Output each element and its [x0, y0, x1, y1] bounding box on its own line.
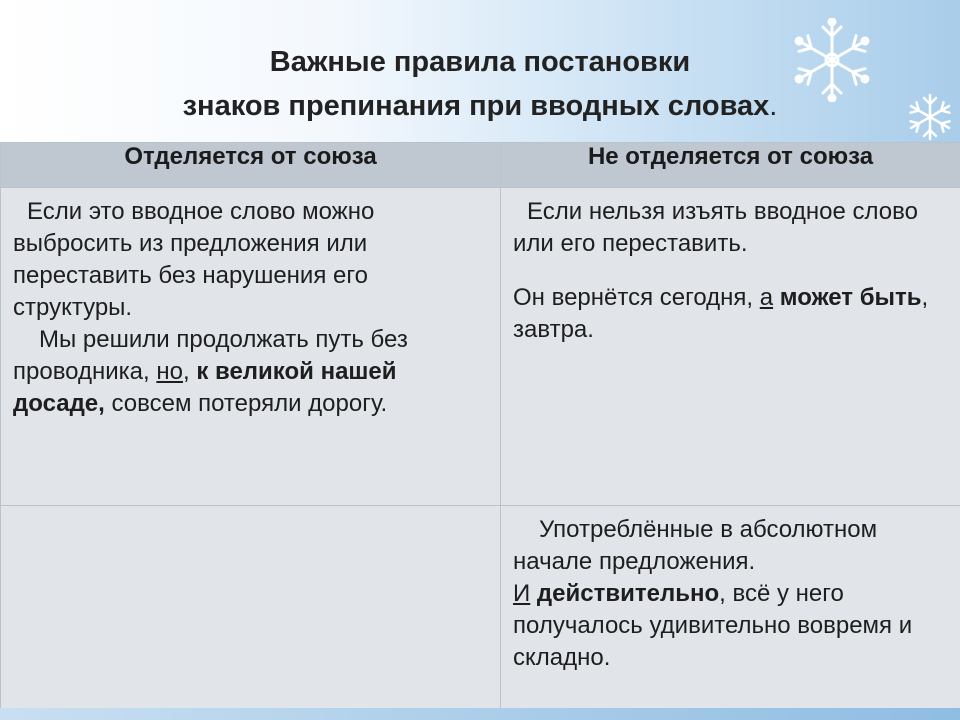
- rule-text-content: Если это вводное слово можно выбросить из предложения или переставить без нарушения его структуры.: [13, 198, 375, 321]
- header-not-separated: Не отделяется от союза: [501, 143, 960, 188]
- rules-table: [0, 142, 960, 710]
- example-part: Мы решили продолжать путь без проводника,: [13, 326, 408, 385]
- table-header-row: [1, 143, 960, 188]
- example-part: совсем потеряли дорогу.: [104, 390, 388, 417]
- cell-not-separated-rule: [501, 188, 960, 506]
- rule-text-content: Если нельзя изъять вводное слово или его переставить.: [513, 198, 918, 257]
- example-part: Он вернётся сегодня,: [513, 284, 760, 311]
- example-part: , всё у него получалось удивительно вовремя и складно.: [513, 580, 913, 671]
- introductory-phrase: к великой нашей досаде,: [13, 358, 397, 417]
- header-separated: Отделяется от союза: [1, 143, 501, 188]
- example-text: [513, 578, 950, 674]
- title-line-2-text: знаков препинания при вводных словах: [182, 90, 770, 122]
- cell-empty: [1, 506, 501, 710]
- example-part: , завтра.: [513, 284, 929, 343]
- title-line-2: [0, 84, 960, 128]
- conjunction: но: [156, 358, 183, 385]
- cell-absolute-start-rule: [501, 506, 960, 710]
- example-text: [13, 324, 490, 420]
- example-part: [530, 580, 537, 607]
- introductory-phrase: может быть: [779, 284, 922, 311]
- conjunction: И: [513, 580, 531, 607]
- rule-text: [513, 196, 950, 260]
- rule-text: [13, 196, 490, 324]
- example-part: [773, 284, 780, 311]
- table-row: [1, 506, 960, 710]
- rule-text: [513, 514, 950, 578]
- table-row: [1, 188, 960, 506]
- example-text: [513, 282, 950, 346]
- title-period: .: [769, 90, 778, 122]
- rule-text-content: Употреблённые в абсолютном начале предложения.: [513, 516, 878, 575]
- cell-separated-rule: [1, 188, 501, 506]
- bottom-decoration-bar: [0, 708, 960, 720]
- slide-title: [0, 40, 960, 128]
- introductory-phrase: действительно: [536, 580, 720, 607]
- example-part: ,: [182, 358, 197, 385]
- conjunction: а: [759, 284, 774, 311]
- title-line-1: Важные правила постановки: [269, 46, 691, 78]
